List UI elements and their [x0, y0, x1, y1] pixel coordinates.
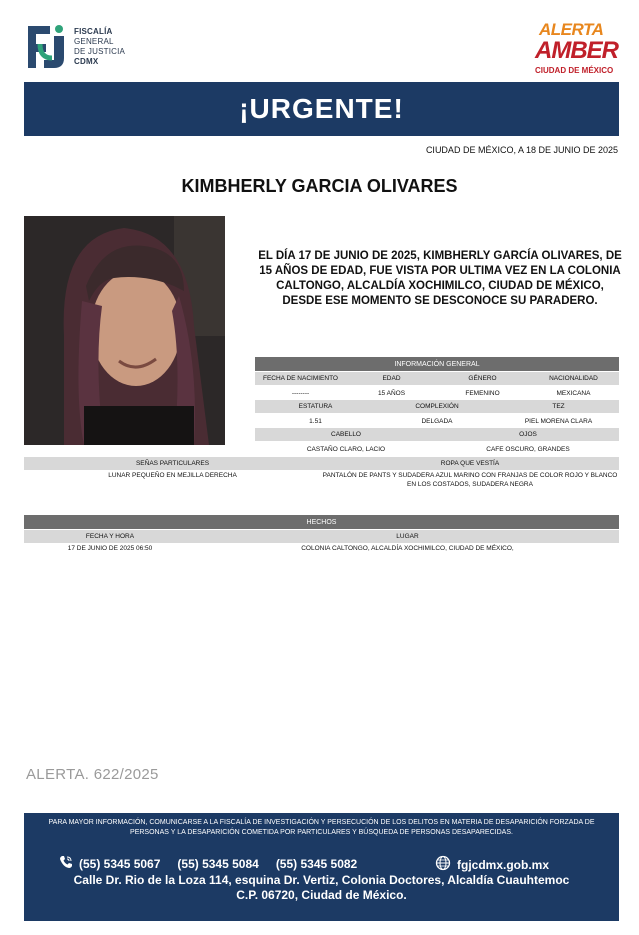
website-link[interactable]: fgjcdmx.gob.mx — [457, 857, 550, 872]
address — [24, 873, 619, 903]
value-gender: FEMENINO — [465, 390, 500, 397]
label-clothing: ROPA QUE VESTÍA — [440, 460, 500, 467]
general-info-header: INFORMACIÓN GENERAL — [255, 357, 619, 371]
value-height: 1.51 — [309, 418, 322, 425]
value-eyes: CAFE OSCURO, GRANDES — [486, 446, 570, 453]
fgj-logo — [24, 22, 125, 72]
value-hair: CASTAÑO CLARO, LACIO — [306, 446, 386, 453]
fgj-emblem — [24, 22, 68, 72]
website-link-group — [435, 855, 549, 874]
footer-info-text: PARA MAYOR INFORMACIÓN, COMUNICARSE A LA FISCALÍA DE INVESTIGACIÓN Y PERSECUCIÓN DE LOS DELITOS EN MATERIA DE DESAPARICIÓN FORZADA DE PERSONAS Y LA DESAPARICIÓN COMETIDA POR PARTICULARES Y BÚSQUEDA DE PERSONAS DESAPARECIDAS. — [48, 819, 595, 836]
phone-list — [59, 855, 374, 872]
label-build: COMPLEXIÓN — [415, 403, 459, 410]
value-place: COLONIA CALTONGO, ALCALDÍA XOCHIMILCO, CIUDAD DE MÉXICO, — [301, 545, 514, 552]
label-hair: CABELLO — [331, 431, 361, 438]
value-build: DELGADA — [421, 418, 453, 425]
globe-icon — [435, 855, 451, 874]
label-eyes: OJOS — [519, 431, 537, 438]
value-age: 15 AÑOS — [377, 390, 406, 397]
cdmx-text: CIUDAD DE MÉXICO — [535, 66, 614, 75]
urgent-banner — [24, 82, 619, 136]
value-nationality: MEXICANA — [556, 390, 591, 397]
label-complexion: TEZ — [552, 403, 565, 410]
address-line-2: C.P. 06720, Ciudad de México. — [236, 888, 407, 902]
alerta-text: ALERTA — [539, 20, 604, 39]
alerta-amber-logo — [533, 20, 618, 78]
label-distinguishing-marks: SEÑAS PARTICULARES — [135, 460, 210, 467]
person-name: KIMBHERLY GARCIA OLIVARES — [181, 176, 458, 196]
phone-icon — [59, 855, 73, 872]
label-age: EDAD — [382, 375, 401, 382]
value-distinguishing-marks: LUNAR PEQUEÑO EN MEJILLA DERECHA — [108, 472, 237, 479]
label-place: LUGAR — [396, 533, 419, 540]
urgent-title: ¡URGENTE! — [239, 93, 404, 124]
label-gender: GÉNERO — [468, 375, 497, 382]
value-birthdate: -------- — [291, 390, 310, 397]
value-date-time: 17 DE JUNIO DE 2025 06:50 — [67, 545, 153, 552]
label-date-time: FECHA Y HORA — [85, 533, 135, 540]
facts-header: HECHOS — [24, 515, 619, 529]
person-photo — [24, 216, 225, 445]
disappearance-description: EL DÍA 17 DE JUNIO DE 2025, KIMBHERLY GARCÍA OLIVARES, DE 15 AÑOS DE EDAD, FUE VISTA POR ULTIMA VEZ EN LA COLONIA CALTONGO, ALCALDÍA XOCHIMILCO, CIUDAD DE MÉXICO, DESDE ESE MOMENTO SE DESCONOCE SU PARADERO. — [258, 250, 622, 307]
label-birthdate: FECHA DE NACIMIENTO — [262, 375, 338, 382]
label-height: ESTATURA — [298, 403, 333, 410]
value-clothing: PANTALÓN DE PANTS Y SUDADERA AZUL MARINO CON FRANJAS DE COLOR ROJO Y BLANCO EN LOS COSTADOS, SUDADERA NEGRA — [322, 472, 618, 488]
label-nationality: NACIONALIDAD — [549, 375, 598, 382]
phone-number-2[interactable]: (55) 5345 5084 — [177, 856, 259, 871]
amber-text: AMBER — [535, 37, 618, 64]
value-complexion: PIEL MORENA CLARA — [524, 418, 593, 425]
fgj-logo-text: FISCALÍA GENERAL DE JUSTICIA CDMX — [74, 27, 126, 66]
phone-number-3[interactable]: (55) 5345 5082 — [275, 856, 358, 871]
issue-date: CIUDAD DE MÉXICO, A 18 DE JUNIO DE 2025 — [425, 145, 618, 155]
address-line-1: Calle Dr. Rio de la Loza 114, esquina Dr. Vertiz, Colonia Doctores, Alcaldía Cuauhtemoc — [73, 873, 570, 887]
alert-number: ALERTA. 622/2025 — [26, 766, 159, 783]
phone-number-1[interactable]: (55) 5345 5067 — [79, 856, 161, 871]
contact-footer — [24, 813, 619, 921]
